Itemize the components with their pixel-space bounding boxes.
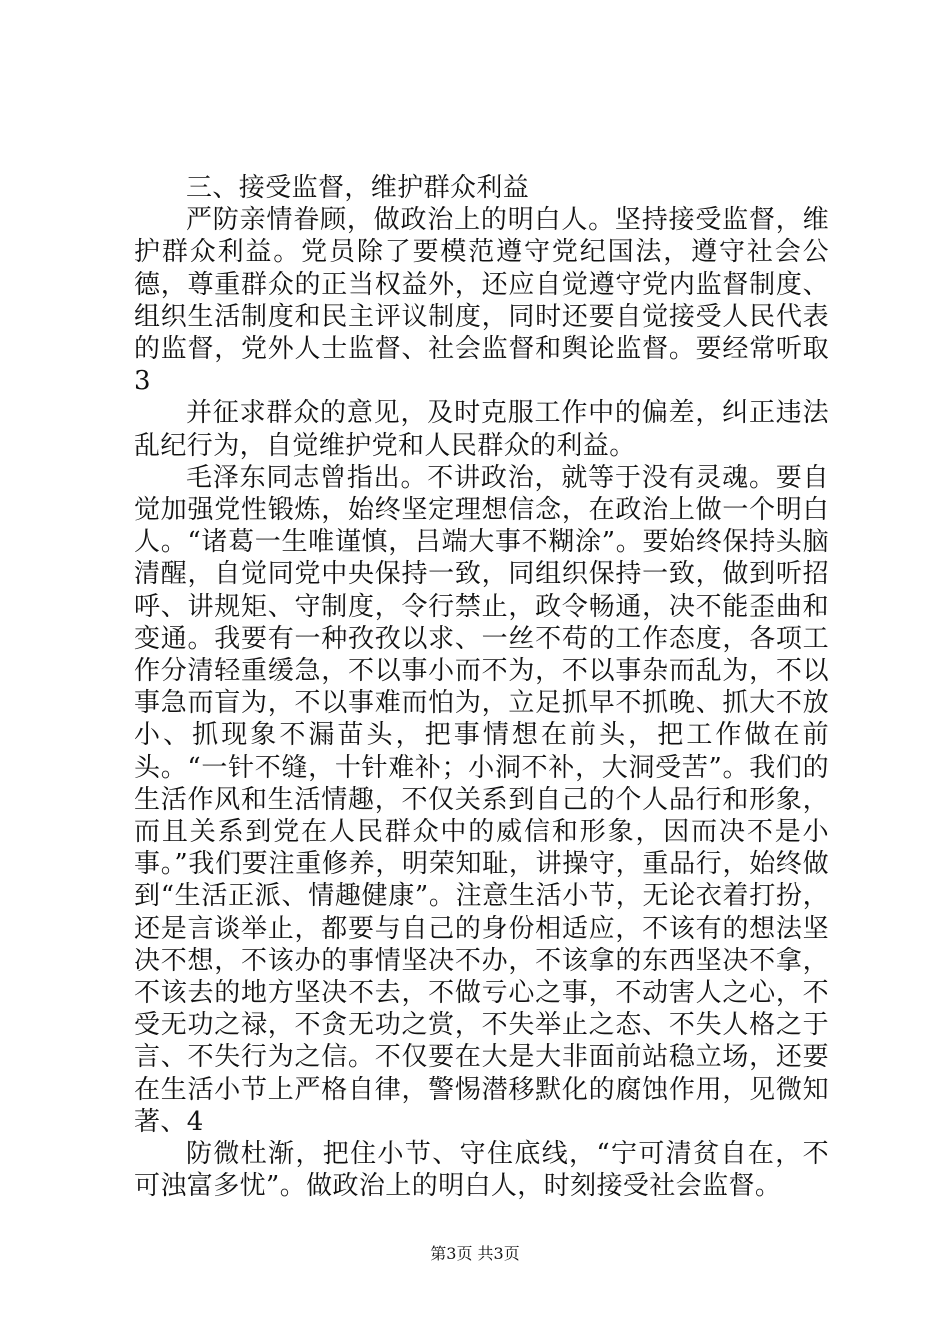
- section-heading: 三、接受监督，维护群众利益: [186, 173, 530, 203]
- paragraph-1: 严防亲情眷顾，做政治上的明白人。坚持接受监督，维护群众利益。党员除了要模范遵守党纪国法，遵守社会公德，尊重群众的正当权益外，还应自觉遵守党内监督制度、组织生活制度和民主评议制度，同时还要自觉接受人民代表的监督，党外人士监督、社会监督和舆论监督。要经常听取3: [134, 205, 829, 397]
- page-footer: 第3页 共3页: [430, 1244, 520, 1263]
- paragraph-4: 防微杜渐，把住小节、守住底线，“宁可清贫自在，不可浊富多忧”。做政治上的明白人，时刻接受社会监督。: [134, 1139, 829, 1202]
- document-body: [134, 172, 829, 1203]
- paragraph-3: 毛泽东同志曾指出。不讲政治，就等于没有灵魂。要自觉加强党性锻炼，始终坚定理想信念，在政治上做一个明白人。“诸葛一生唯谨慎，吕端大事不糊涂”。要始终保持头脑清醒，自觉同党中央保持一致，同组织保持一致，做到听招呼、讲规矩、守制度，令行禁止，政令畅通，决不能歪曲和变通。我要有一种孜孜以求、一丝不苟的工作态度，各项工作分清轻重缓急，不以事小而不为，不以事杂而乱为，不以事急而盲为，不以事难而怕为，立足抓早不抓晚、抓大不放小、抓现象不漏苗头，把事情想在前头，把工作做在前头。“一针不缝，十针难补；小洞不补，大洞受苦”。我们的生活作风和生活情趣，不仅关系到自己的个人品行和形象，而且关系到党在人民群众中的威信和形象，因而决不是小事。”我们要注重修养，明荣知耻，讲操守，重品行，始终做到“生活正派、情趣健康”。注意生活小节，无论衣着打扮，还是言谈举止，都要与自己的身份相适应，不该有的想法坚决不想，不该办的事情坚决不办，不该拿的东西坚决不拿，不该去的地方坚决不去，不做亏心之事，不动害人之心，不受无功之禄，不贪无功之赏，不失举止之态、不失人格之于言、不失行为之信。不仅要在大是大非面前站稳立场，还要在生活小节上严格自律，警惕潜移默化的腐蚀作用，见微知著、4: [134, 462, 829, 1137]
- paragraph-2: 并征求群众的意见，及时克服工作中的偏差，纠正违法乱纪行为，自觉维护党和人民群众的利益。: [134, 398, 829, 461]
